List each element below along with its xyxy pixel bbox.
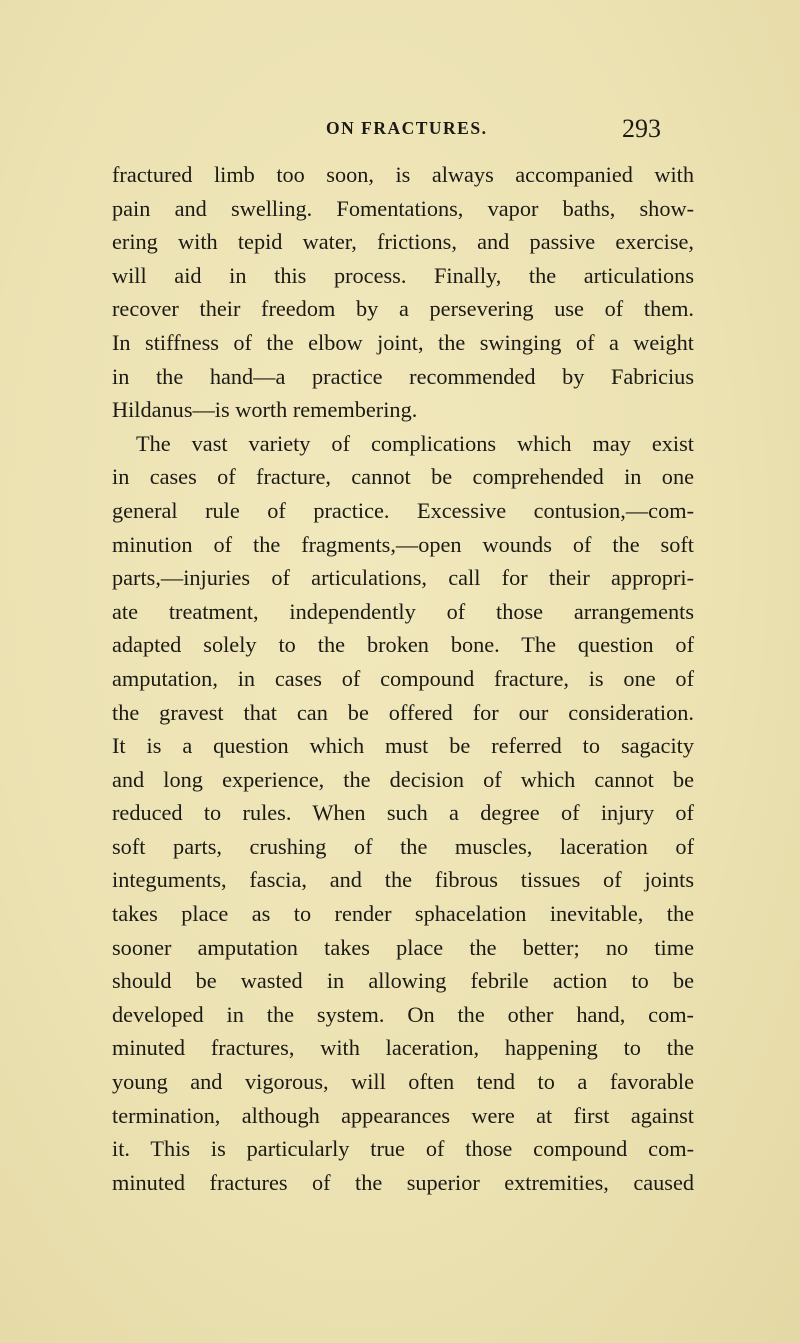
text-line: sooner amputation takes place the better; no time [112, 934, 694, 960]
text-line: developed in the system. On the other hand, com- [112, 1001, 694, 1027]
text-line: It is a question which must be referred to sagacity [112, 733, 694, 759]
text-line: parts,—injuries of articulations, call for their appropri- [112, 565, 694, 591]
text-line: minuted fractures of the superior extremities, caused [112, 1169, 694, 1195]
text-line: general rule of practice. Excessive contusion,—com- [112, 497, 694, 523]
text-line: pain and swelling. Fomentations, vapor baths, show- [112, 195, 694, 221]
running-head: ON FRACTURES. [326, 118, 488, 138]
text-line: In stiffness of the elbow joint, the swinging of a weight [112, 329, 694, 355]
text-line: recover their freedom by a persevering use of them. [112, 296, 694, 322]
text-line: should be wasted in allowing febrile action to be [112, 968, 694, 994]
text-line: reduced to rules. When such a degree of injury of [112, 800, 694, 826]
text-line: Hildanus—is worth remembering. [112, 397, 418, 423]
text-line: ate treatment, independently of those arrangements [112, 598, 694, 624]
text-line: the gravest that can be offered for our consideration. [112, 699, 694, 725]
text-line: young and vigorous, will often tend to a favorable [112, 1069, 694, 1095]
text-line: and long experience, the decision of which cannot be [112, 766, 694, 792]
text-line: integuments, fascia, and the fibrous tissues of joints [112, 867, 694, 893]
text-line: minution of the fragments,—open wounds of the soft [112, 531, 694, 557]
text-line: will aid in this process. Finally, the articulations [112, 262, 694, 288]
page-header [0, 114, 800, 144]
text-line: minuted fractures, with laceration, happening to the [112, 1035, 694, 1061]
text-line: it. This is particularly true of those compound com- [112, 1136, 694, 1162]
text-line: in cases of fracture, cannot be comprehended in one [112, 464, 694, 490]
text-line: ering with tepid water, frictions, and passive exercise, [112, 229, 694, 255]
body-text [112, 158, 694, 1199]
text-line: in the hand—a practice recommended by Fabricius [112, 363, 694, 389]
text-line: termination, although appearances were at first against [112, 1102, 694, 1128]
page-number: 293 [622, 114, 661, 143]
text-line: takes place as to render sphacelation inevitable, the [112, 901, 694, 927]
text-line: The vast variety of complications which may exist [136, 430, 694, 456]
text-line: soft parts, crushing of the muscles, laceration of [112, 833, 694, 859]
text-line: amputation, in cases of compound fracture, is one of [112, 665, 694, 691]
text-line: adapted solely to the broken bone. The question of [112, 632, 694, 658]
text-line: fractured limb too soon, is always accompanied with [112, 162, 694, 187]
